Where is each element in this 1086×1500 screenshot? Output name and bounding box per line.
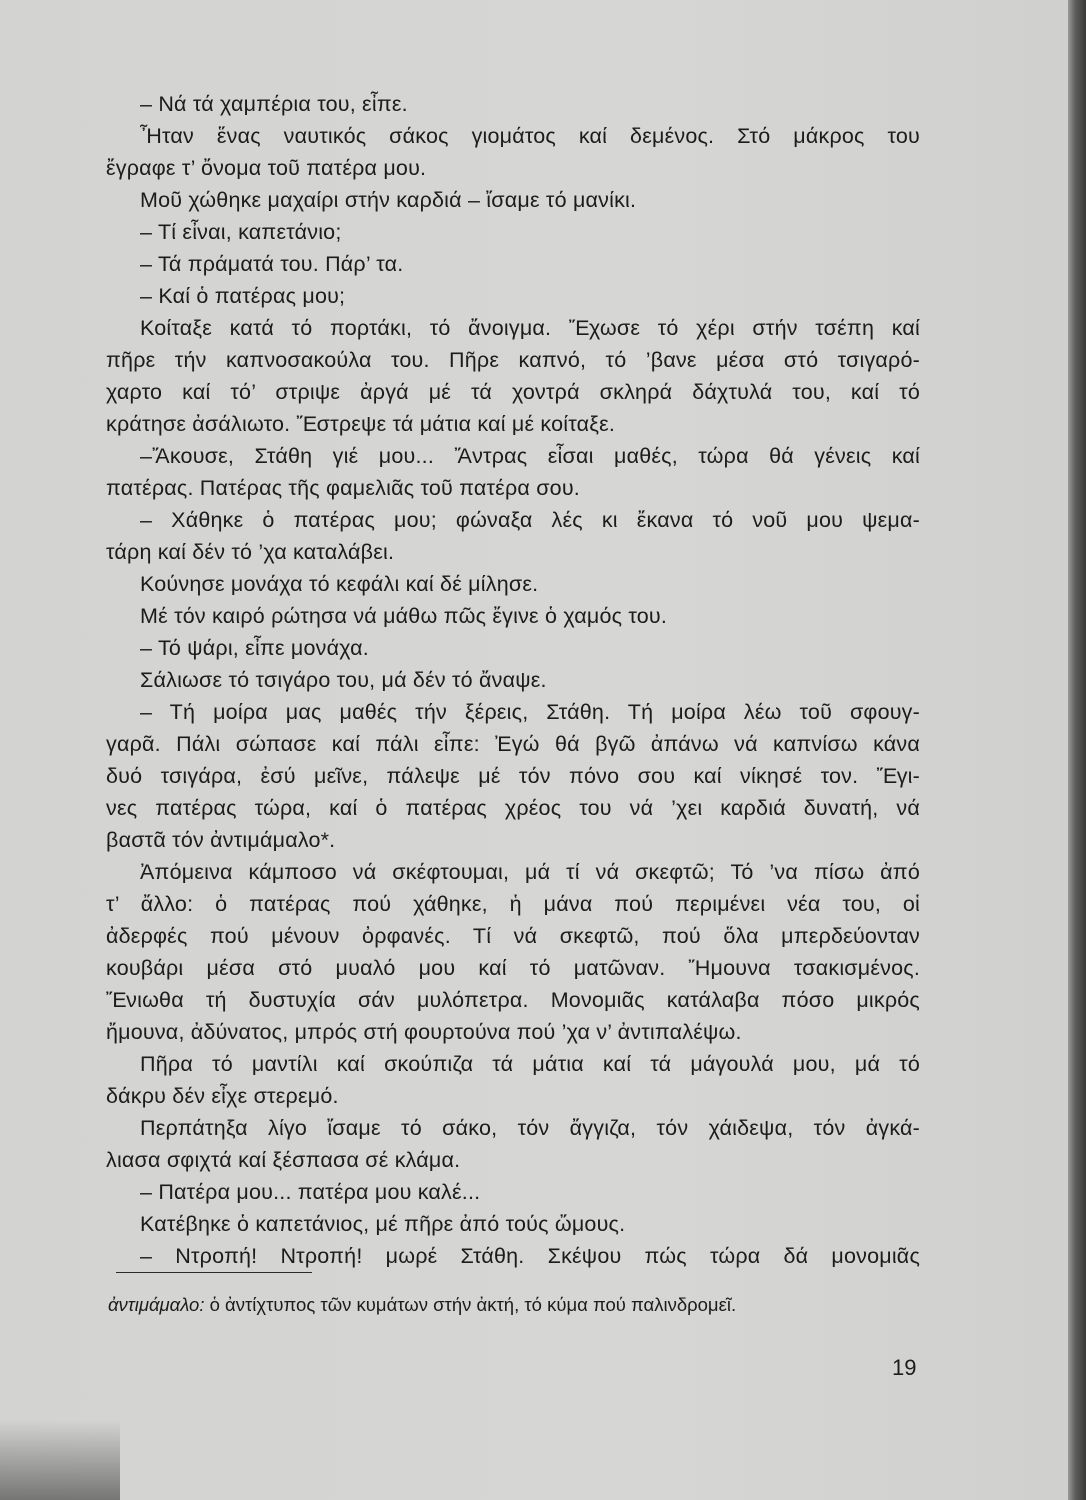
scan-shadow — [0, 1420, 120, 1500]
text-line: Σάλιωσε τό τσιγάρο του, μά δέν τό ἄναψε. — [140, 668, 547, 692]
text-line: βαστᾶ τόν ἀντιμάμαλο*. — [106, 828, 336, 852]
text-line: Πῆρα τό μαντίλι καί σκούπιζα τά μάτια καί τά μάγουλά μου, μά τό — [140, 1052, 920, 1076]
text-line: δάκρυ δέν εἶχε στερεμό. — [106, 1084, 339, 1108]
book-edge-shadow — [1068, 0, 1086, 1500]
text-line: δυό τσιγάρα, ἐσύ μεῖνε, πάλεψε μέ τόν πόνο σου καί νίκησέ τον. Ἔγι- — [106, 764, 920, 788]
text-line: νες πατέρας τώρα, καί ὁ πατέρας χρέος του νά ’χει καρδιά δυνατή, νά — [106, 796, 920, 820]
text-line: Περπάτηξα λίγο ἴσαμε τό σάκο, τόν ἄγγιζα, τόν χάιδεψα, τόν ἀγκά- — [140, 1116, 920, 1140]
text-line: Μέ τόν καιρό ρώτησα νά μάθω πῶς ἔγινε ὁ χαμός του. — [140, 604, 668, 628]
text-line: Μοῦ χώθηκε μαχαίρι στήν καρδιά – ἴσαμε τό μανίκι. — [140, 188, 637, 212]
text-line: τάρη καί δέν τό ’χα καταλάβει. — [106, 540, 395, 564]
text-line: ἤμουνα, ἀδύνατος, μπρός στή φουρτούνα πού ’χα ν’ ἀντιπαλέψω. — [106, 1020, 742, 1044]
footnote-divider — [116, 1272, 312, 1273]
text-line: – Τί εἶναι, καπετάνιο; — [140, 220, 342, 244]
text-line: – Νά τά χαμπέρια του, εἶπε. — [140, 92, 408, 116]
text-line: – Τό ψάρι, εἶπε μονάχα. — [140, 636, 369, 660]
body-text — [106, 88, 920, 1272]
text-line: χαρτο καί τό’ στριψε ἀργά μέ τά χοντρά σκληρά δάχτυλά του, καί τό — [106, 380, 920, 404]
text-line: Ἔνιωθα τή δυστυχία σάν μυλόπετρα. Μονομιᾶς κατάλαβα πόσο μικρός — [106, 988, 920, 1012]
text-line: – Τή μοίρα μας μαθές τήν ξέρεις, Στάθη. Τή μοίρα λέω τοῦ σφουγ- — [140, 700, 920, 724]
text-line: – Καί ὁ πατέρας μου; — [140, 284, 346, 308]
text-line: –Ἄκουσε, Στάθη γιέ μου... Ἄντρας εἶσαι μαθές, τώρα θά γένεις καί — [140, 444, 920, 468]
page-number: 19 — [892, 1355, 917, 1380]
text-line: – Τά πράματά του. Πάρ’ τα. — [140, 252, 404, 276]
footnote-definition: ὁ ἀντίχτυπος τῶν κυμάτων στήν ἀκτή, τό κύμα πού παλινδρομεῖ. — [204, 1294, 737, 1315]
text-line: πῆρε τήν καπνοσακούλα του. Πῆρε καπνό, τό ’βανε μέσα στό τσιγαρό- — [106, 348, 920, 372]
text-line: Κούνησε μονάχα τό κεφάλι καί δέ μίλησε. — [140, 572, 539, 596]
text-line: ἔγραφε τ’ ὄνομα τοῦ πατέρα μου. — [106, 156, 427, 180]
footnote — [108, 1292, 736, 1318]
text-line: κουβάρι μέσα στό μυαλό μου καί τό ματῶναν. Ἤμουνα τσακισμένος. — [106, 956, 920, 980]
text-line: – Χάθηκε ὁ πατέρας μου; φώναξα λές κι ἔκανα τό νοῦ μου ψεμα- — [140, 508, 920, 532]
text-line: – Ντροπή! Ντροπή! μωρέ Στάθη. Σκέψου πώς τώρα δά μονομιᾶς — [140, 1244, 920, 1268]
text-line: Ἦταν ἕνας ναυτικός σάκος γιομάτος καί δεμένος. Στό μάκρος του — [140, 124, 920, 148]
text-line: Ἀπόμεινα κάμποσο νά σκέφτουμαι, μά τί νά σκεφτῶ; Τό ’να πίσω ἀπό — [140, 860, 920, 884]
text-line: – Πατέρα μου... πατέρα μου καλέ... — [140, 1180, 481, 1204]
text-line: πατέρας. Πατέρας τῆς φαμελιᾶς τοῦ πατέρα σου. — [106, 476, 580, 500]
text-line: τ’ ἄλλο: ὁ πατέρας πού χάθηκε, ἡ μάνα πού περιμένει νέα του, οἱ — [106, 892, 920, 916]
text-line: ἀδερφές πού μένουν ὀρφανές. Τί νά σκεφτῶ, πού ὅλα μπερδεύονταν — [106, 924, 920, 948]
text-line: γαρᾶ. Πάλι σώπασε καί πάλι εἶπε: Ἐγώ θά βγῶ ἀπάνω νά καπνίσω κάνα — [106, 732, 920, 756]
text-line: Κατέβηκε ὁ καπετάνιος, μέ πῆρε ἀπό τούς ὤμους. — [140, 1212, 626, 1236]
footnote-term: ἀντιμάμαλο: — [108, 1294, 205, 1315]
text-line: κράτησε ἀσάλιωτο. Ἔστρεψε τά μάτια καί μέ κοίταξε. — [106, 412, 616, 436]
text-line: Κοίταξε κατά τό πορτάκι, τό ἄνοιγμα. Ἔχωσε τό χέρι στήν τσέπη καί — [140, 316, 920, 340]
text-line: λιασα σφιχτά καί ξέσπασα σέ κλάμα. — [106, 1148, 461, 1172]
